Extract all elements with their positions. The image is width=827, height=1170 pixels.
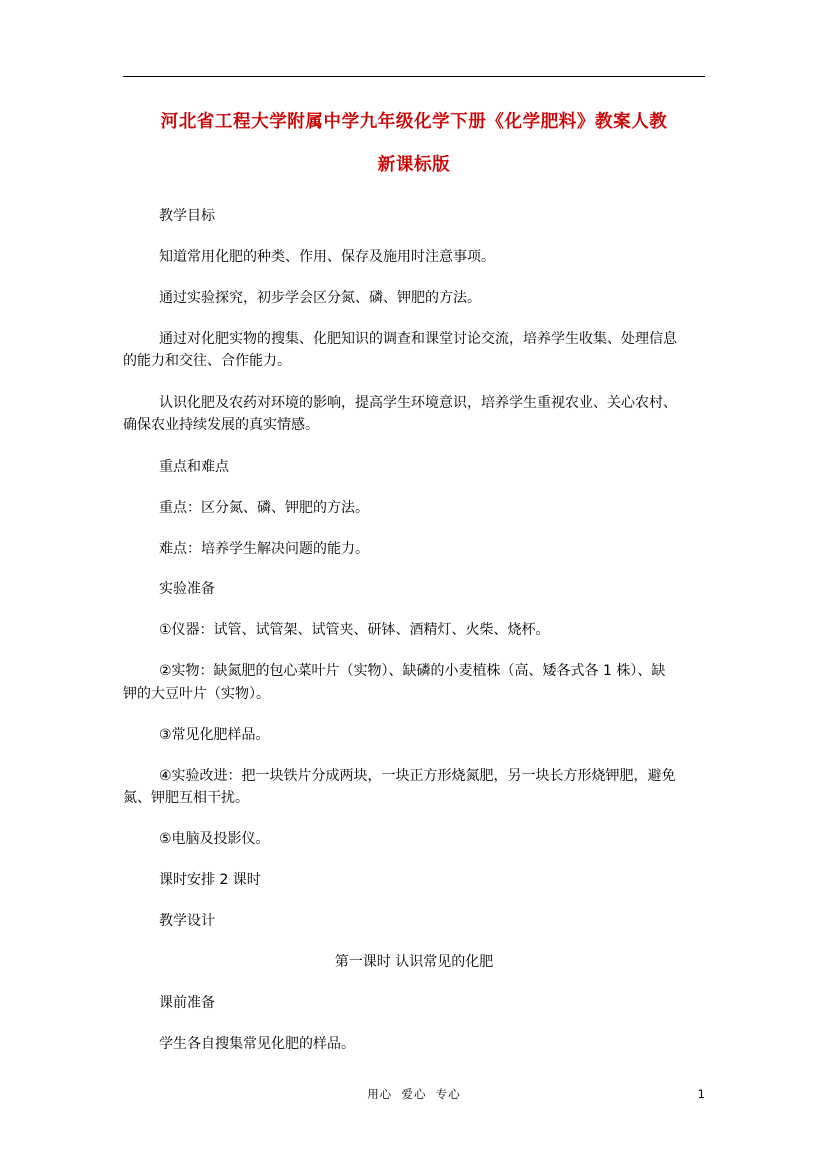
document-title-line-2: 新课标版 — [377, 155, 451, 175]
paragraph-line: 重点：区分氮、磷、钾肥的方法。 — [159, 500, 369, 516]
list-item: ⑤电脑及投影仪。 — [159, 831, 270, 847]
footer-motto: 用心 爱心 专心 — [367, 1087, 461, 1101]
paragraph-line: 难点：培养学生解决问题的能力。 — [159, 541, 369, 557]
list-item: ④实验改进：把一块铁片分成两块，一块正方形烧氮肥，另一块长方形烧钾肥，避免 — [159, 768, 676, 784]
header-rule — [123, 76, 705, 77]
paragraph-line: 知道常用化肥的种类、作用、保存及施用时注意事项。 — [159, 249, 495, 265]
paragraph-line: 确保农业持续发展的真实情感。 — [123, 417, 319, 433]
document-title-line-1: 河北省工程大学附属中学九年级化学下册《化学肥料》教案人教 — [160, 112, 668, 132]
list-item-continued: 氮、钾肥互相干扰。 — [123, 790, 249, 806]
paragraph-line: 课时安排 2 课时 — [159, 872, 261, 888]
page-number: 1 — [697, 1087, 705, 1101]
lesson-heading: 第一课时 认识常见的化肥 — [334, 954, 494, 970]
section-heading-preparation: 课前准备 — [159, 995, 215, 1011]
paragraph-line: 认识化肥及农药对环境的影响，提高学生环境意识，培养学生重视农业、关心农村、 — [159, 395, 677, 411]
section-heading-experiment-prep: 实验准备 — [159, 581, 215, 597]
paragraph-line: 学生各自搜集常见化肥的样品。 — [159, 1036, 355, 1052]
paragraph-line: 通过实验探究，初步学会区分氮、磷、钾肥的方法。 — [159, 290, 481, 306]
list-item-continued: 钾的大豆叶片（实物）。 — [123, 686, 270, 702]
list-item: ②实物：缺氮肥的包心菜叶片（实物）、缺磷的小麦植株（高、矮各式各 1 株）、缺 — [159, 663, 666, 679]
section-heading-teaching-objectives: 教学目标 — [159, 208, 215, 224]
paragraph-line: 通过对化肥实物的搜集、化肥知识的调查和课堂讨论交流，培养学生收集、处理信息 — [159, 331, 677, 347]
list-item: ③常见化肥样品。 — [159, 727, 270, 743]
section-heading-teaching-design: 教学设计 — [159, 913, 215, 929]
section-heading-key-points: 重点和难点 — [159, 459, 229, 475]
list-item: ①仪器：试管、试管架、试管夹、研钵、酒精灯、火柴、烧杯。 — [159, 622, 550, 638]
paragraph-line: 的能力和交往、合作能力。 — [123, 353, 291, 369]
